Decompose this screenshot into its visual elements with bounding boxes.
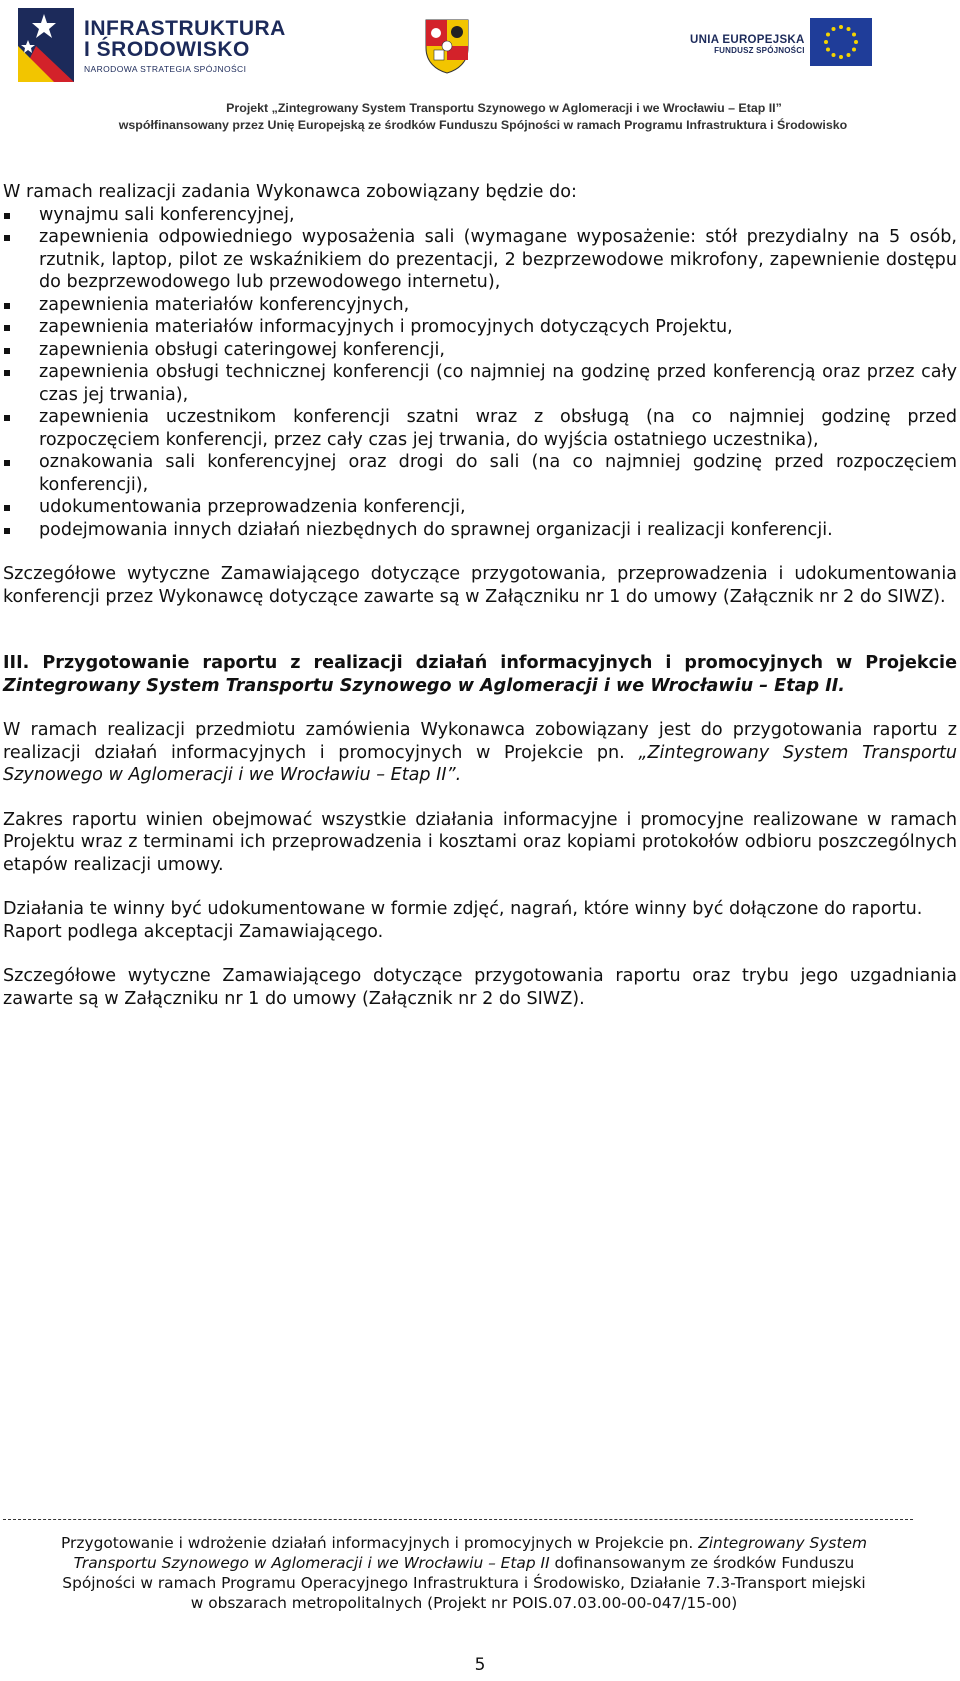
report-paragraph [3, 719, 957, 787]
document-header [0, 0, 960, 140]
bullet-icon [4, 235, 10, 241]
bullet-icon [4, 303, 10, 309]
list-item [3, 294, 957, 317]
eu-line-2: FUNDUSZ SPÓJNOŚCI [714, 46, 805, 55]
bullet-icon [4, 528, 10, 534]
footer-line: Spójności w ramach Programu Operacyjnego Infrastruktura i Środowisko, Działanie 7.3-Transport miejski [62, 1574, 866, 1592]
page-number: 5 [474, 1655, 486, 1675]
footer-separator [3, 1519, 913, 1523]
infrastruktura-logo [14, 6, 286, 84]
acceptance-paragraph: Raport podlega akceptacji Zamawiającego. [3, 921, 384, 942]
wroclaw-crest-icon [424, 18, 470, 74]
report-paragraph-text: W ramach realizacji przedmiotu zamówienia Wykonawca zobowiązany jest do przygotowania raportu z realizacji działań informacyjnych i promocyjnych w Projekcie pn. [3, 720, 957, 763]
section-heading-text: III. Przygotowanie raportu z realizacji działań informacyjnych i promocyjnych w Projekcie [3, 653, 957, 673]
list-item-text: zapewnienia uczestnikom konferencji szatni wraz z obsługą (na co najmniej godzinę przed rozpoczęciem konferencji, przez cały czas jej trwania, do wyjścia ostatniego uczestnika), [39, 407, 957, 450]
spacer [3, 697, 957, 719]
spacer [3, 943, 957, 965]
footer-text: dofinansowanym ze środków Funduszu [549, 1554, 855, 1572]
bullet-icon [4, 460, 10, 466]
footer-project-name: Zintegrowany System [698, 1534, 867, 1552]
footer-line [0, 1553, 928, 1573]
section-heading [3, 652, 957, 697]
list-item-text: zapewnienia obsługi cateringowej konferencji, [39, 339, 446, 360]
infrastruktura-logo-icon [14, 6, 78, 84]
list-item [3, 496, 957, 519]
logo-subtitle: NARODOWA STRATEGIA SPÓJNOŚCI [84, 64, 247, 74]
list-item-text: udokumentowania przeprowadzenia konferencji, [39, 497, 466, 517]
infrastruktura-logo-text [84, 18, 286, 74]
bullet-icon [4, 505, 10, 511]
report-paragraph-project-name: „Zintegrowany System Transportu Szynowego w Aglomeracji i we Wrocławiu – Etap II”. [3, 742, 957, 785]
documentation-paragraph: Działania te winny być udokumentowane w formie zdjęć, nagrań, które winny być dołączone do raportu. [3, 899, 923, 919]
bullet-icon [4, 325, 10, 331]
bullet-icon [4, 348, 10, 354]
spacer [3, 787, 957, 809]
list-item-text: zapewnienia odpowiedniego wyposażenia sali (wymagane wyposażenie: stół prezydialny na 5 osób, rzutnik, laptop, pilot ze wskaźnikiem do prezentacji, 2 bezprzewodowe mikrofony, zapewnienie dostępu do bezprzewodowego lub przewodowego internetu), [39, 227, 957, 292]
obligations-list [3, 204, 957, 542]
list-item [3, 339, 957, 362]
footer-line [0, 1533, 928, 1553]
document-body [3, 181, 957, 1010]
list-item-text: podejmowania innych działań niezbędnych do sprawnej organizacji i realizacji konferencji. [39, 519, 833, 540]
spacer [3, 876, 957, 898]
list-item [3, 451, 957, 496]
logo-line-2: I ŚRODOWISKO [84, 38, 250, 61]
eu-flag-icon [810, 18, 872, 66]
bullet-icon [4, 213, 10, 219]
list-item [3, 406, 957, 451]
bullet-icon [4, 370, 10, 376]
logo-line-1: INFRASTRUKTURA [84, 17, 286, 40]
list-item [3, 226, 957, 294]
footer-line: w obszarach metropolitalnych (Projekt nr POIS.07.03.00-00-047/15-00) [190, 1594, 738, 1612]
spacer [3, 541, 957, 563]
spacer [3, 608, 957, 652]
document-footer [0, 1533, 928, 1613]
footer-project-name: Transportu Szynowego w Aglomeracji i we Wrocławiu – Etap II [73, 1554, 550, 1572]
eu-line-1: UNIA EUROPEJSKA [690, 34, 805, 46]
list-item [3, 204, 957, 227]
list-item [3, 519, 957, 542]
project-title-line: Projekt „Zintegrowany System Transportu Szynowego w Aglomeracji i we Wrocławiu – Etap II” [226, 101, 782, 115]
list-item-text: zapewnienia materiałów konferencyjnych, [39, 294, 410, 315]
section-heading-project-name: Zintegrowany System Transportu Szynowego w Aglomeracji i we Wrocławiu – Etap II. [3, 675, 845, 696]
list-item [3, 361, 957, 406]
list-item-text: wynajmu sali konferencyjnej, [39, 204, 295, 225]
list-item-text: zapewnienia obsługi technicznej konferencji (co najmniej na godzinę przed konferencją oraz przez cały czas jej trwania), [39, 362, 957, 405]
intro-paragraph: W ramach realizacji zadania Wykonawca zobowiązany będzie do: [3, 182, 577, 202]
list-item [3, 316, 957, 339]
bullet-icon [4, 415, 10, 421]
footer-text: Przygotowanie i wdrożenie działań informacyjnych i promocyjnych w Projekcie pn. [61, 1534, 699, 1552]
list-item-text: oznakowania sali konferencyjnej oraz drogi do sali (na co najmniej godzinę przed rozpoczęciem konferencji), [39, 452, 957, 495]
scope-paragraph: Zakres raportu winien obejmować wszystkie działania informacyjne i promocyjne realizowane w ramach Projektu wraz z terminami ich przeprowadzenia i kosztami oraz kopiami protokołów odbioru poszczególnych etapów realizacji umowy. [3, 809, 957, 875]
list-item-text: zapewnienia materiałów informacyjnych i promocyjnych dotyczących Projektu, [39, 317, 733, 337]
project-cofinancing-line: współfinansowany przez Unię Europejską ze środków Funduszu Spójności w ramach Programu Infrastruktura i Środowisko [118, 118, 848, 132]
report-guidelines-paragraph: Szczegółowe wytyczne Zamawiającego dotyczące przygotowania raportu oraz trybu jego uzgadniania zawarte są w Załączniku nr 1 do umowy (Załącznik nr 2 do SIWZ). [3, 966, 957, 1009]
guidelines-paragraph: Szczegółowe wytyczne Zamawiającego dotyczące przygotowania, przeprowadzenia i udokumentowania konferencji przez Wykonawcę dotyczące zawarte są w Załączniku nr 1 do umowy (Załącznik nr 2 do SIWZ). [3, 564, 957, 607]
eu-logo-text [690, 34, 805, 55]
